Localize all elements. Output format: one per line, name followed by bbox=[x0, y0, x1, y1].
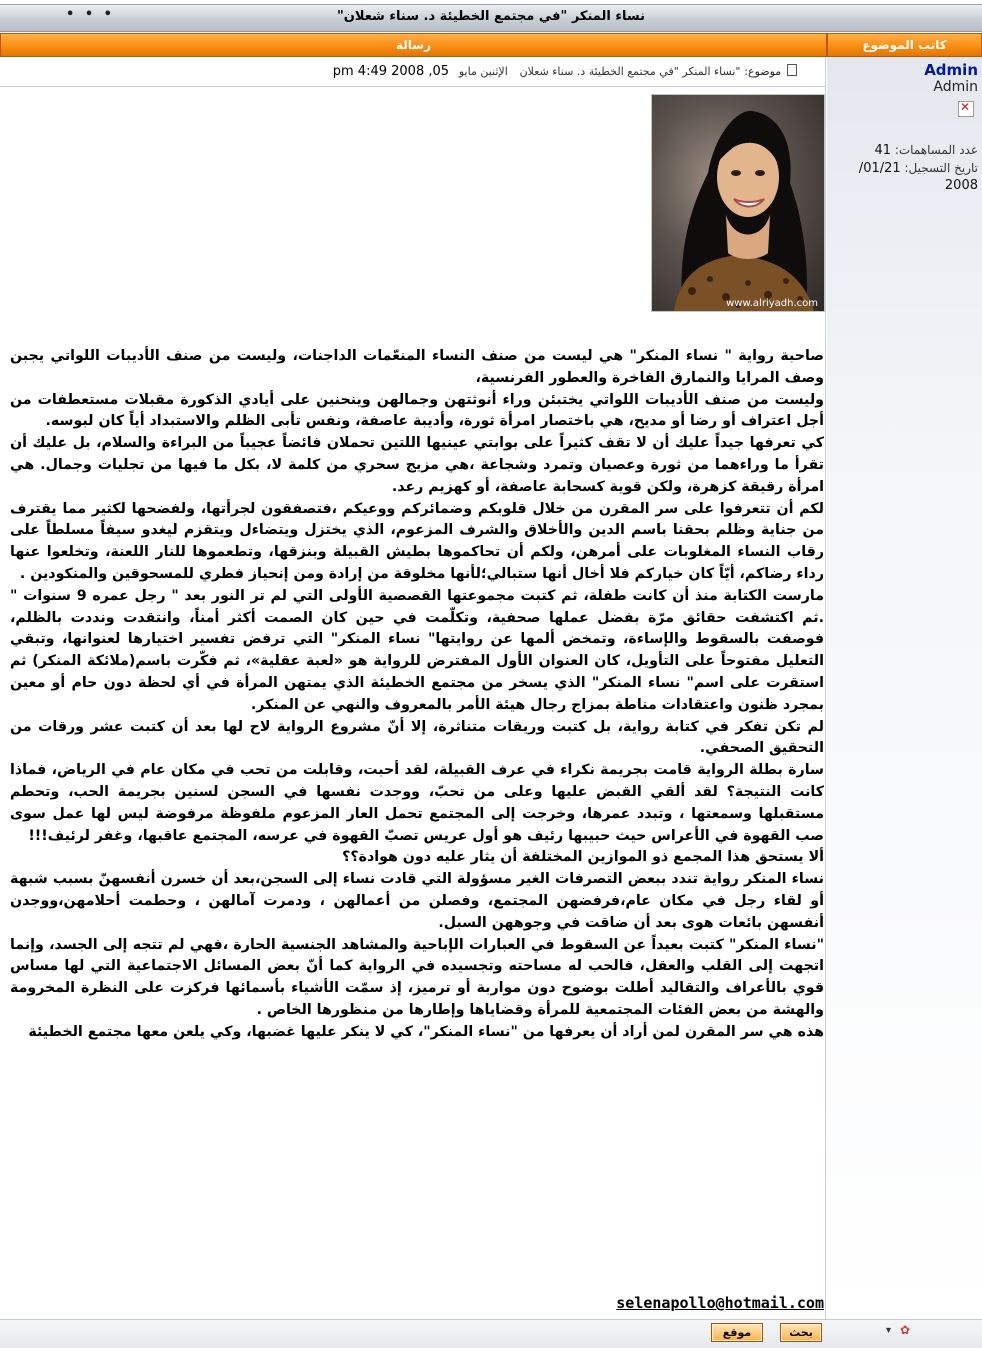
signature-email-link[interactable]: selenapollo@hotmail.com bbox=[616, 1294, 824, 1312]
post-action-bar bbox=[0, 1319, 982, 1348]
search-button[interactable]: بحث bbox=[780, 1323, 822, 1342]
small-arrow-icon: ▾ bbox=[886, 1325, 892, 1336]
message-column-header: رسالة bbox=[0, 33, 827, 57]
reg-year: 2008 bbox=[944, 178, 978, 193]
broken-avatar-icon bbox=[958, 101, 974, 117]
author-column-header: كاتب الموضوع bbox=[827, 33, 982, 57]
reg-label: تاريخ التسجيل: bbox=[904, 161, 978, 175]
reg-value: 01/21/ bbox=[858, 161, 901, 176]
post-meta-row bbox=[0, 58, 825, 87]
post-subject: "نساء المنكر "في مجتمع الخطيئة د. سناء شعلان bbox=[519, 65, 741, 78]
post-body: صاحبة رواية " نساء المنكر" هي ليست من صنف النساء المنعّمات الداجنات، وليست من صنف الأديبات اللواتي يجبن وصف المرايا والنمارق الفاخرة والعطور الفرنسية، وليست من صنف الأديبات اللواتي يختبئن وراء أنوثتهن وجمالهن وينحنين على أيادي الذكورة مقبلات مستعطفات من أجل اعتراف أو رضا أو مديح، هي باختصار امرأة ثورة، وأديبة عاصفة، ونفس تأبى الظلم والاستبداد أياً كان لبوسه. كي تعرفها جيداً عليك أن لا تقف كثيراً على بوابتي عينيها اللتين تحملان فائضاً عجيباً من البراءة والسلام، بل عليك أن تقرأ ما وراءهما من ثورة وعصيان وتمرد وشجاعة ،هي مزيج سحري من كلمة لا، بكل ما فيها من تجليات وجمال. هي امرأة رقيقة كزهرة، ولكن قوية كسحابة عاصفة، أو كهزيم رعد. لكم أن تتعرفوا على سر المقرن من خلال قلوبكم وضمائركم ووعيكم ،فتصفقون لجرأتها، ولفضحها لكثير مما يقترف من جناية وظلم بحقنا باسم الدين والأخلاق والشرف المزعوم، الذي يختزل ويتضاءل ويتقزم ليغدو سيفاً مسلطاً على رقاب النساء المغلوبات على أمرهن، ولكم أن تحاكموها بطيش القبيلة وبنزقها، وتطعموها للنار اللعنة، وتخلعوا عنها رداء رضاكم، أيّاً كان خياركم فلا أخال أنها ستبالي؛لأنها مخلوقة من إرادة ومن إنحياز فطري للمسحوقين والمنكودين . مارست الكتابة منذ أن كانت طفلة، ثم كتبت مجموعتها القصصية الأولى التي لم تر النور بعد " رجل عمره 9 سنوات " .ثم اكتشفت حقائق مرّة بفضل عملها صحفية، وتكلّمت في حين كان الصمت أكثر أمناً، وانتقدت ونددت بالظلم، فوصفت بالسقوط والإساءة، وتمخض ألمها عن روايتها" نساء المنكر" التي ترفض تفسير اختيارها لعنوانها، وتبقي التعليل مفتوحاً على التأويل، كان العنوان الأول المفترض للرواية هو «لعبة عقلية»، ثم فكّرت باسم(ملائكة المنكر) ثم استقرت على اسم" نساء المنكر" الذي يسخر من مجتمع الخطيئة الذي يمتهن المرأة في أي لحظة دون حام أو معين بمجرد ظنون واعتقادات مناطة بمزاج رجال هيئة الأمر بالمعروف والنهي عن المنكر. لم تكن تفكر في كتابة رواية، بل كتبت وريقات متناثرة، إلا أنّ مشروع الرواية لاح لها بعد أن كتبت عشر ورقات من التحقيق الصحفي. سارة بطلة الرواية قامت بجريمة نكراء في عرف القبيلة، لقد أحبت، وقابلت من تحب في مكان عام في الرياض، فماذا كانت النتيجة؟ لقد ألقي القبض عليها وعلى من تحبّ، ووجدت نفسها في السجن لسنين بجريمة الحب، وتحطم مستقبلها وسمعتها ، وتبدد عمرها، وخرجت إلى المجتمع تحمل العار المزعوم ملفوظة مرفوضة ليس لها عمل سوى صب القهوة في الأعراس حيث حبيبها رئيف هو أول عريس تصبّ القهوة في عرسه، المجتمع عاقبها، وغفر لرئيف!!! ألا يستحق هذا المجمع ذو الموازين المختلفة أن يثار عليه دون هوادة؟؟ نساء المنكر رواية تندد ببعض التصرفات الغير مسؤولة التي قادت نساء إلى السجن،بعد أن خسرن أنفسهنّ بسبب شبهة أو لقاء رجل في مكان عام،فرفضهن المجتمع، وفصلن من أعمالهن ، ودمرت آمالهن ، وحطمت أحلامهن،ووجدن أنفسهن بائعات هوى بعد أن ضاقت في وجوههن السبل. "نساء المنكر" كتبت بعيداً عن السقوط في العبارات الإباحية والمشاهد الجنسية الحارة ،فهي لم تتجه إلى الجسد، وإنما اتجهت إلى القلب والعقل، فالحب له مساحته وتجسيده في الرواية كما أنّ بعض المسائل الاجتماعية التي لها مساس قوي بالأعراف والتقاليد أطلت بوضوح دون مواربة أو ترميز، إذ سمّت الأشياء بأسمائها فركزت على النظرة المخرومة والهشة من بعض الفئات المجتمعية للمرأة وقضاياها وإطارها من منظورها الخاص . هذه هي سر المقرن لمن أراد أن يعرفها من "نساء المنكر"، كي لا ينكر عليها غضبها، وكي يلعن معها مجتمع الخطيئة bbox=[10, 348, 825, 1040]
author-registration-date bbox=[832, 160, 978, 194]
author-portrait-image bbox=[651, 94, 825, 312]
posts-label: عدد المساهمات: bbox=[894, 143, 978, 157]
portrait-illustration bbox=[652, 95, 824, 311]
post-date: 05, 2008 4:49 pm bbox=[332, 64, 450, 79]
website-button[interactable]: موقع bbox=[711, 1323, 763, 1342]
author-column bbox=[827, 57, 982, 1319]
author-name[interactable]: Admin bbox=[924, 61, 978, 79]
author-posts-count bbox=[832, 143, 978, 158]
post-subject-label: موضوع: bbox=[744, 65, 782, 78]
online-status-icon: ✿ bbox=[900, 1323, 911, 1337]
posts-value: 41 bbox=[874, 143, 891, 158]
topic-title-bar bbox=[0, 4, 982, 32]
author-rank: Admin bbox=[933, 79, 978, 95]
topic-nav-dots[interactable]: • • • bbox=[66, 7, 115, 22]
topic-title: "نساء المنكر "في مجتمع الخطيئة د. سناء شعلان bbox=[336, 9, 646, 24]
photo-credit: www.alriyadh.com bbox=[726, 298, 818, 309]
post-page-icon bbox=[787, 64, 797, 76]
post-day: الإثنين مايو bbox=[458, 65, 508, 78]
